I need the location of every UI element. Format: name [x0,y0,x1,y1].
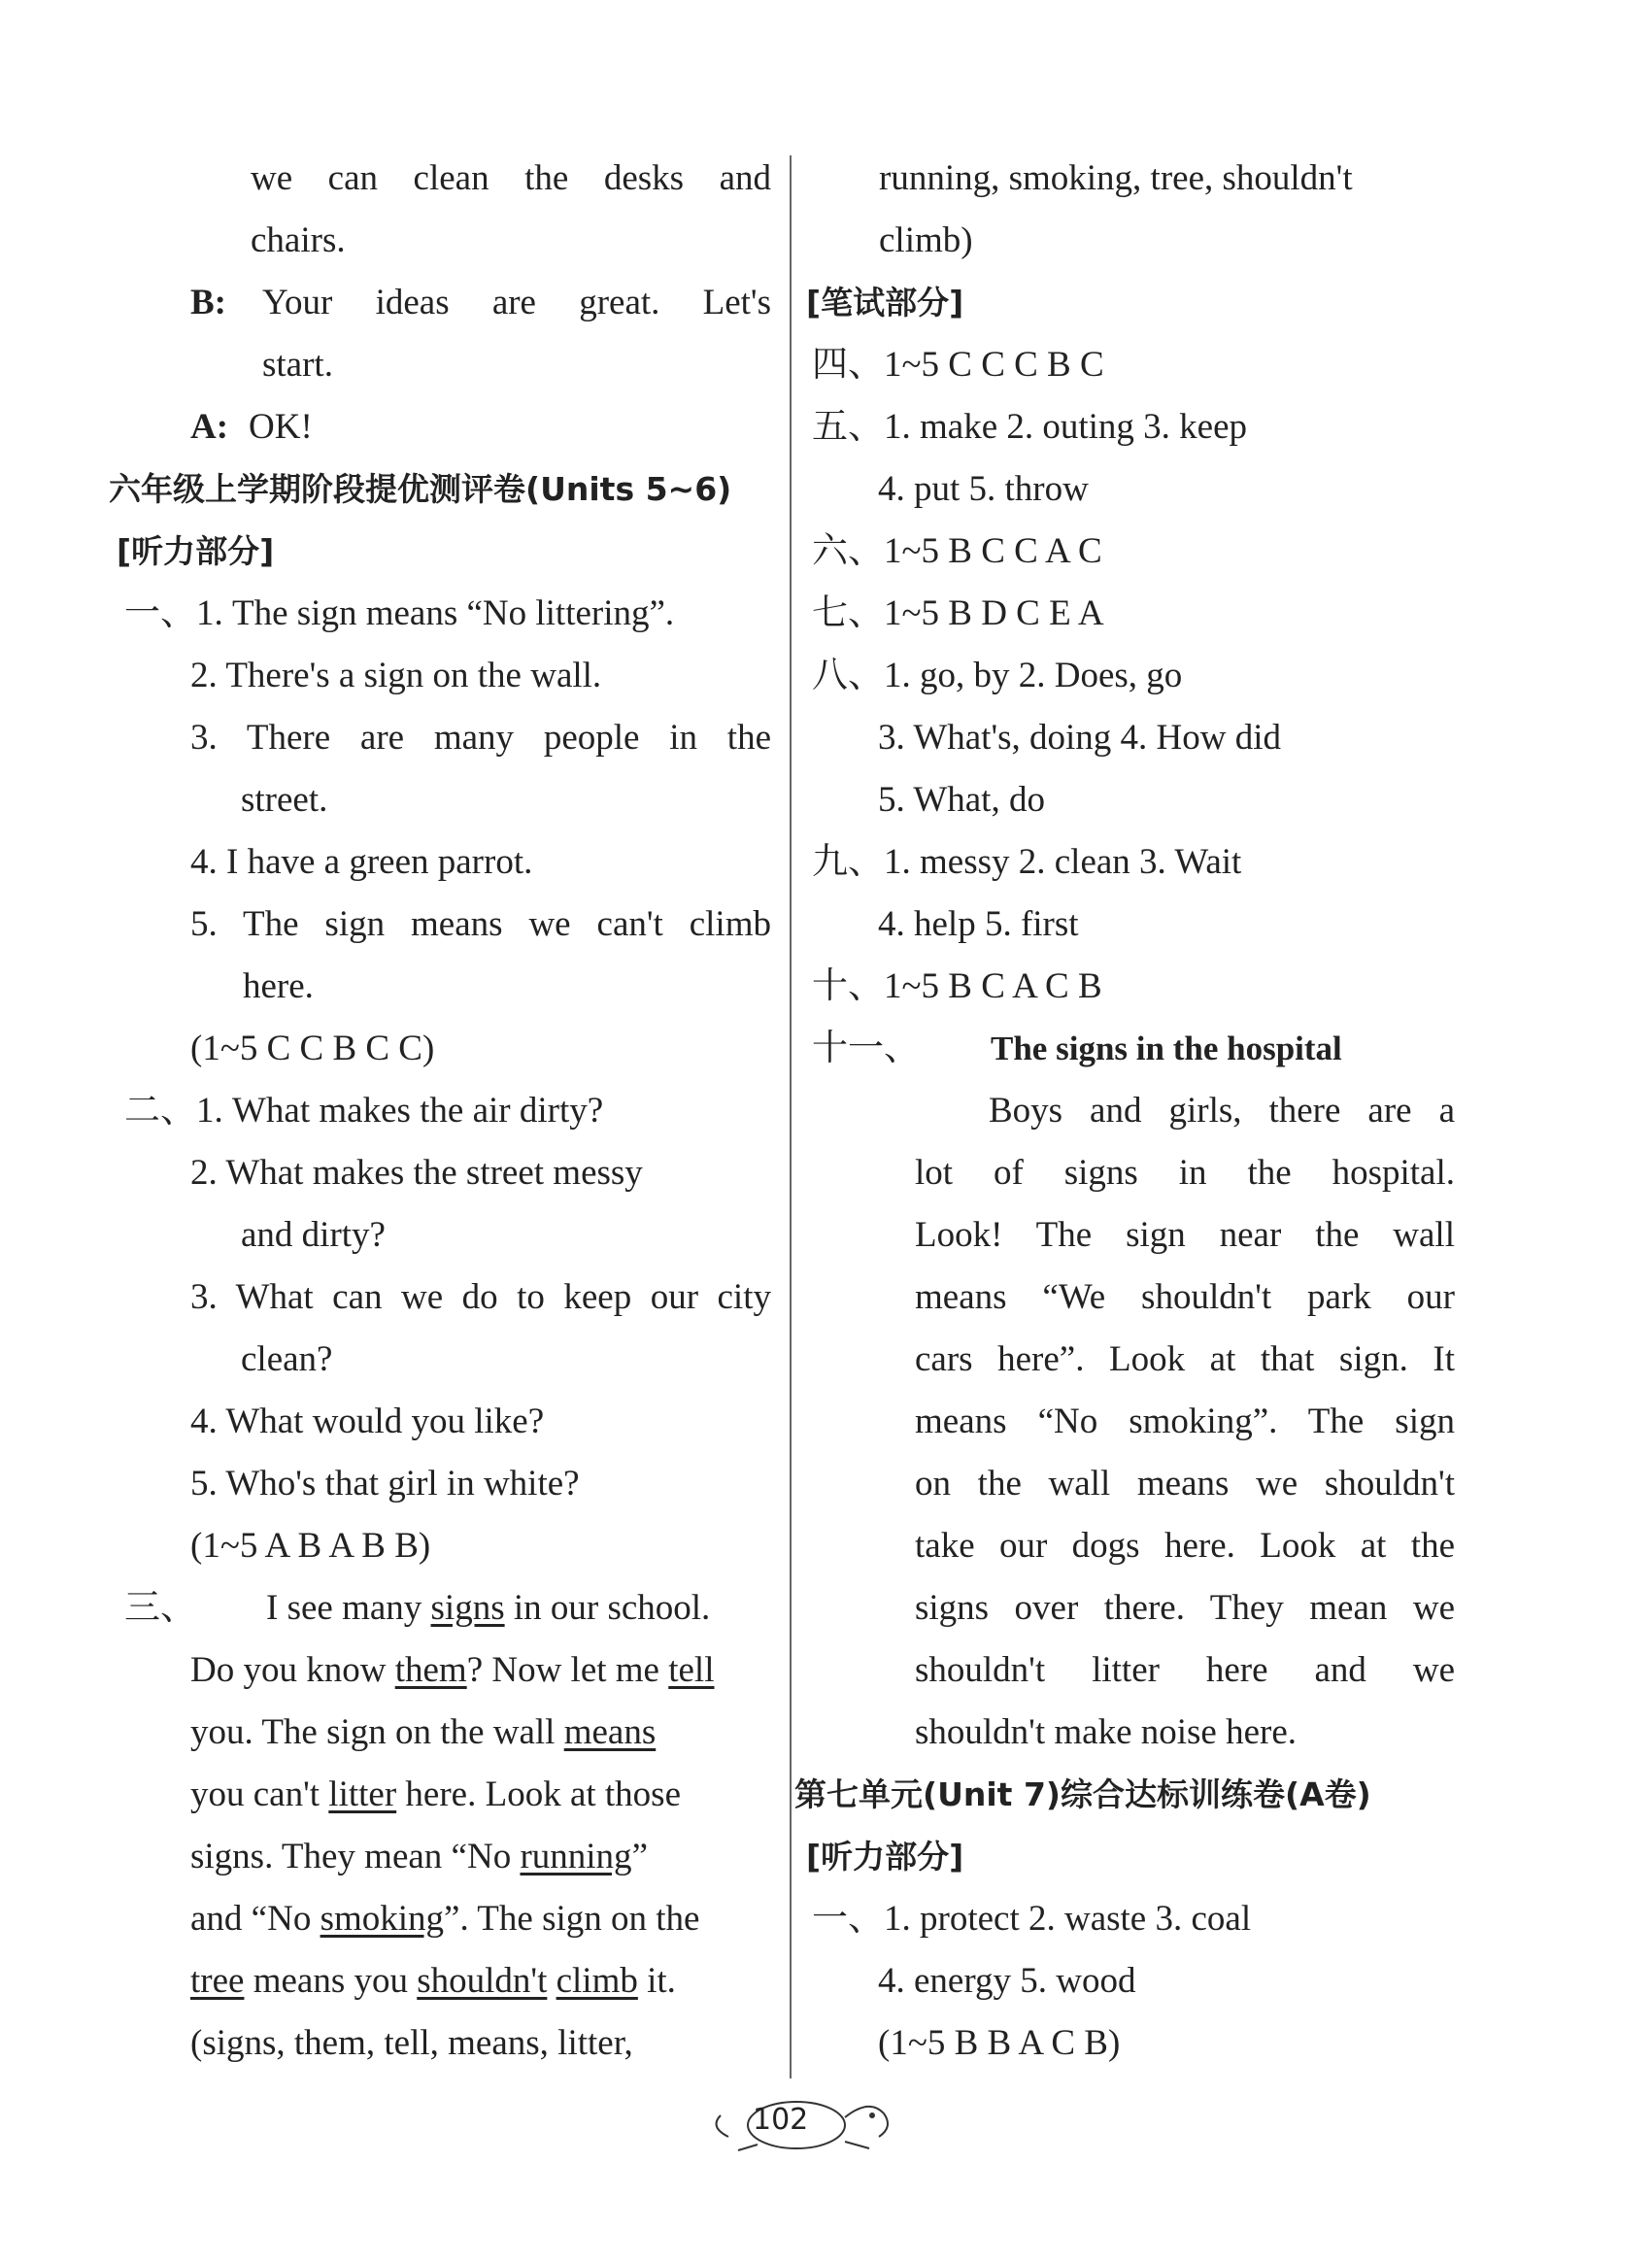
answer-line: 八、1. go, by 2. Does, go [812,656,1183,695]
dialogue-line: start. [262,345,333,385]
dialogue-line: we can clean the desks and [251,158,771,198]
answer-line: (1~5 A B A B B) [190,1526,431,1566]
passage-line: and “No smoking”. The sign on the [190,1899,700,1939]
passage-line: on the wall means we shouldn't [915,1464,1455,1504]
answer-line: 4. help 5. first [878,904,1079,944]
answer-line: 5. What, do [878,780,1045,820]
answer-line: and dirty? [241,1215,386,1255]
passage-line: signs. They mean “No running” [190,1837,648,1876]
answer-line: 七、1~5 B D C E A [812,593,1104,633]
answer-line: 4. What would you like? [190,1402,545,1441]
answer-line: running, smoking, tree, shouldn't [879,158,1353,198]
answer-line: (1~5 C C B C C) [190,1029,435,1068]
answer-line: climb) [879,220,973,260]
answer-line: clean? [241,1339,333,1379]
answer-line: 4. put 5. throw [878,469,1089,509]
passage-line: means “We shouldn't park our [915,1277,1455,1317]
answer-line: 3. What's, doing 4. How did [878,718,1282,758]
answer-line: 二、1. What makes the air dirty? [124,1091,604,1131]
section-title: 第七单元(Unit 7)综合达标训练卷(A卷) [794,1775,1371,1813]
page-number-ornament-icon [699,2088,952,2156]
answer-line: 一、1. The sign means “No littering”. [124,593,675,633]
passage-line: Boys and girls, there are a [989,1091,1455,1131]
passage-line: you. The sign on the wall means [190,1712,657,1752]
answer-line: 2. There's a sign on the wall. [190,656,602,695]
passage-line: tree means you shouldn't climb it. [190,1961,676,2001]
dialogue-line: Your ideas are great. Let's [262,283,771,322]
passage-line: (signs, them, tell, means, litter, [190,2023,633,2063]
passage-line: shouldn't litter here and we [915,1650,1455,1690]
section-number: 十一、 [812,1029,920,1068]
answer-line: 5. Who's that girl in white? [190,1464,580,1504]
answer-line: 4. I have a green parrot. [190,842,533,882]
speaker-label: A: [190,407,229,447]
section-title: 六年级上学期阶段提优测评卷(Units 5~6) [109,470,732,508]
passage-line: you can't litter here. Look at those [190,1774,681,1814]
passage-line: signs over there. They mean we [915,1588,1455,1628]
listening-label: [听力部分] [806,1838,964,1875]
passage-title: The signs in the hospital [991,1030,1342,1067]
dialogue-line: OK! [249,407,313,447]
page-number: 102 [753,2103,809,2137]
answer-line: 4. energy 5. wood [878,1961,1136,2001]
listening-label: [听力部分] [117,532,275,570]
column-divider [790,155,792,2078]
answer-line: 一、1. protect 2. waste 3. coal [812,1899,1252,1939]
passage-line: Look! The sign near the wall [915,1215,1455,1255]
passage-line: take our dogs here. Look at the [915,1526,1455,1566]
passage-line: Do you know them? Now let me tell [190,1650,715,1690]
written-label: [笔试部分] [806,284,964,321]
answer-line: 3. What can we do to keep our city [190,1277,771,1317]
speaker-label: B: [190,283,226,322]
answer-line: 五、1. make 2. outing 3. keep [812,407,1248,447]
passage-line: I see many signs in our school. [266,1588,711,1628]
passage-line: lot of signs in the hospital. [915,1153,1455,1193]
passage-line: shouldn't make noise here. [915,1712,1298,1752]
answer-line: 2. What makes the street messy [190,1153,643,1193]
answer-line: 四、1~5 C C C B C [812,345,1104,385]
answer-line: 5. The sign means we can't climb [190,904,771,944]
answer-line: 十、1~5 B C A C B [812,966,1102,1006]
section-number: 三、 [124,1588,196,1628]
answer-line: street. [241,780,328,820]
answer-line: (1~5 B B A C B) [878,2023,1121,2063]
passage-line: cars here”. Look at that sign. It [915,1339,1455,1379]
answer-line: 六、1~5 B C C A C [812,531,1102,571]
dialogue-line: chairs. [251,220,346,260]
answer-line: 3. There are many people in the [190,718,771,758]
answer-line: here. [243,966,314,1006]
passage-line: means “No smoking”. The sign [915,1402,1455,1441]
answer-line: 九、1. messy 2. clean 3. Wait [812,842,1242,882]
